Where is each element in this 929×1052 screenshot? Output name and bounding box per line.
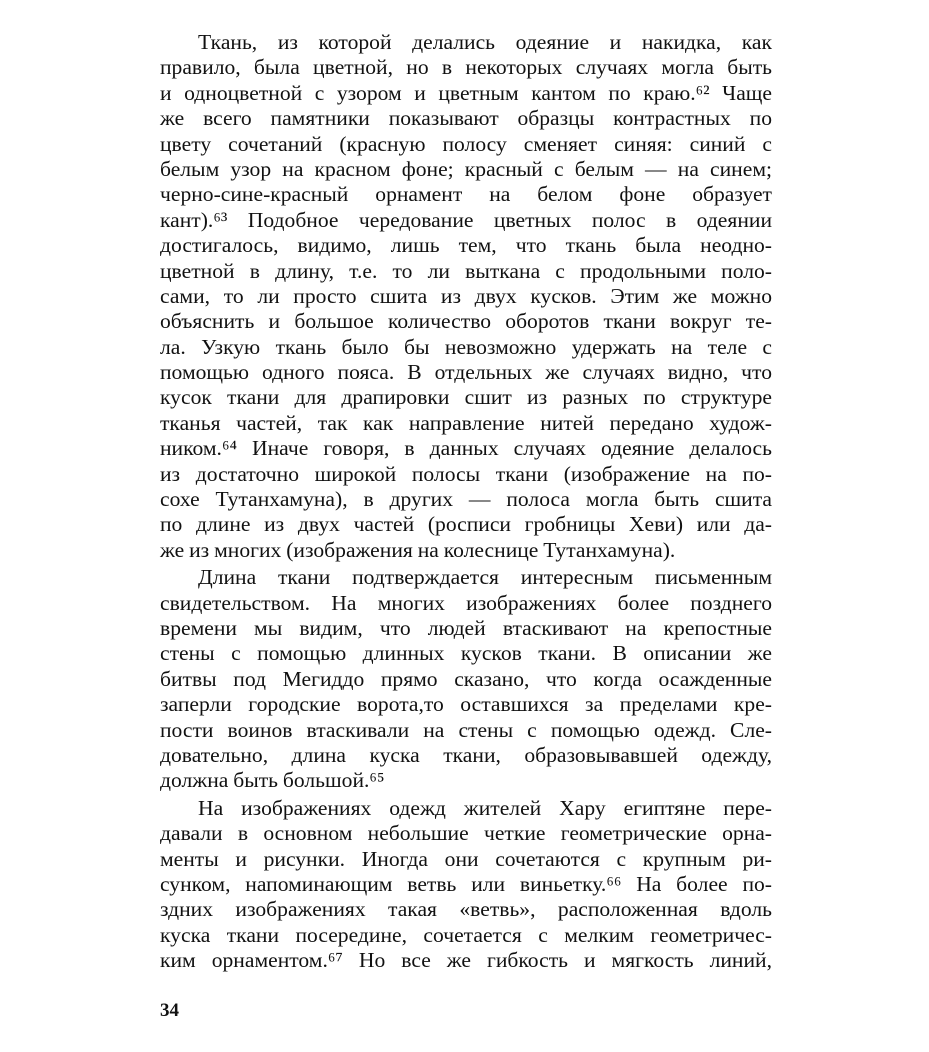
text-line: довательно, длина куска ткани, образовывавшей одежду, — [160, 742, 772, 767]
text-line: и одноцветной с узором и цветным кантом по краю.⁶² Чаще — [160, 80, 772, 105]
text-line: сохе Тутанхамуна), в других — полоса могла быть сшита — [160, 487, 772, 512]
text-line: должна быть большой.⁶⁵ — [160, 768, 385, 793]
text-line: времени мы видим, что людей втаскивают на крепостные — [160, 615, 772, 640]
text-line: свидетельством. На многих изображениях более позднего — [160, 590, 772, 615]
page-number: 34 — [160, 1000, 179, 1021]
text-line: кусок ткани для драпировки сшит из разных по структуре — [160, 385, 772, 410]
text-line: Длина ткани подтверждается интересным письменным — [198, 565, 772, 590]
text-line: ником.⁶⁴ Иначе говоря, в данных случаях одеяние делалось — [160, 436, 772, 461]
text-line: объяснить и большое количество оборотов ткани вокруг те- — [160, 309, 772, 334]
text-line: кант).⁶³ Подобное чередование цветных полос в одеянии — [160, 207, 772, 232]
text-line: цветной в длину, т.е. то ли выткана с продольными поло- — [160, 258, 772, 283]
text-line: тканья частей, так как направление нитей передано худож- — [160, 410, 772, 435]
text-line: достигалось, видимо, лишь тем, что ткань была неодно- — [160, 233, 772, 258]
paragraph-2 — [160, 565, 772, 794]
text-line: стены с помощью длинных кусков ткани. В описании же — [160, 641, 772, 666]
text-line: по длине из двух частей (росписи гробницы Хеви) или да- — [160, 512, 772, 537]
text-line: помощью одного пояса. В отдельных же случаях видно, что — [160, 360, 772, 385]
text-line: заперли городские ворота,то оставшихся за пределами кре- — [160, 692, 772, 717]
text-line: правило, была цветной, но в некоторых случаях могла быть — [160, 55, 772, 80]
text-line: сунком, напоминающим ветвь или виньетку.⁶⁶ На более по- — [160, 871, 772, 896]
text-line: На изображениях одежд жителей Хару египтяне пере- — [198, 795, 772, 820]
text-line: пости воинов втаскивали на стены с помощью одежд. Сле- — [160, 717, 772, 742]
text-line: ла. Узкую ткань было бы невозможно удержать на теле с — [160, 334, 772, 359]
text-line: же всего памятники показывают образцы контрастных по — [160, 106, 772, 131]
text-line: давали в основном небольшие четкие геометрические орна- — [160, 821, 772, 846]
text-line: здних изображениях такая «ветвь», расположенная вдоль — [160, 897, 772, 922]
text-line: ким орнаментом.⁶⁷ Но все же гибкость и мягкость линий, — [160, 948, 772, 973]
text-line: черно-сине-красный орнамент на белом фоне образует — [160, 182, 772, 207]
text-line: Ткань, из которой делались одеяние и накидка, как — [198, 30, 772, 54]
text-line: битвы под Мегиддо прямо сказано, что когда осажденные — [160, 666, 772, 691]
text-line: куска ткани посередине, сочетается с мелким геометричес- — [160, 922, 772, 947]
text-line: из достаточно широкой полосы ткани (изображение на по- — [160, 461, 772, 486]
text-line: сами, то ли просто сшита из двух кусков. Этим же можно — [160, 283, 772, 308]
paragraph-3 — [160, 796, 772, 974]
text-line: цвету сочетаний (красную полосу сменяет синяя: синий с — [160, 131, 772, 156]
paragraph-1 — [160, 30, 772, 563]
text-line: менты и рисунки. Иногда они сочетаются с крупным ри- — [160, 846, 772, 871]
page-body — [160, 30, 772, 973]
text-line: же из многих (изображения на колеснице Тутанхамуна). — [160, 537, 676, 562]
text-line: белым узор на красном фоне; красный с белым — на синем; — [160, 156, 772, 181]
